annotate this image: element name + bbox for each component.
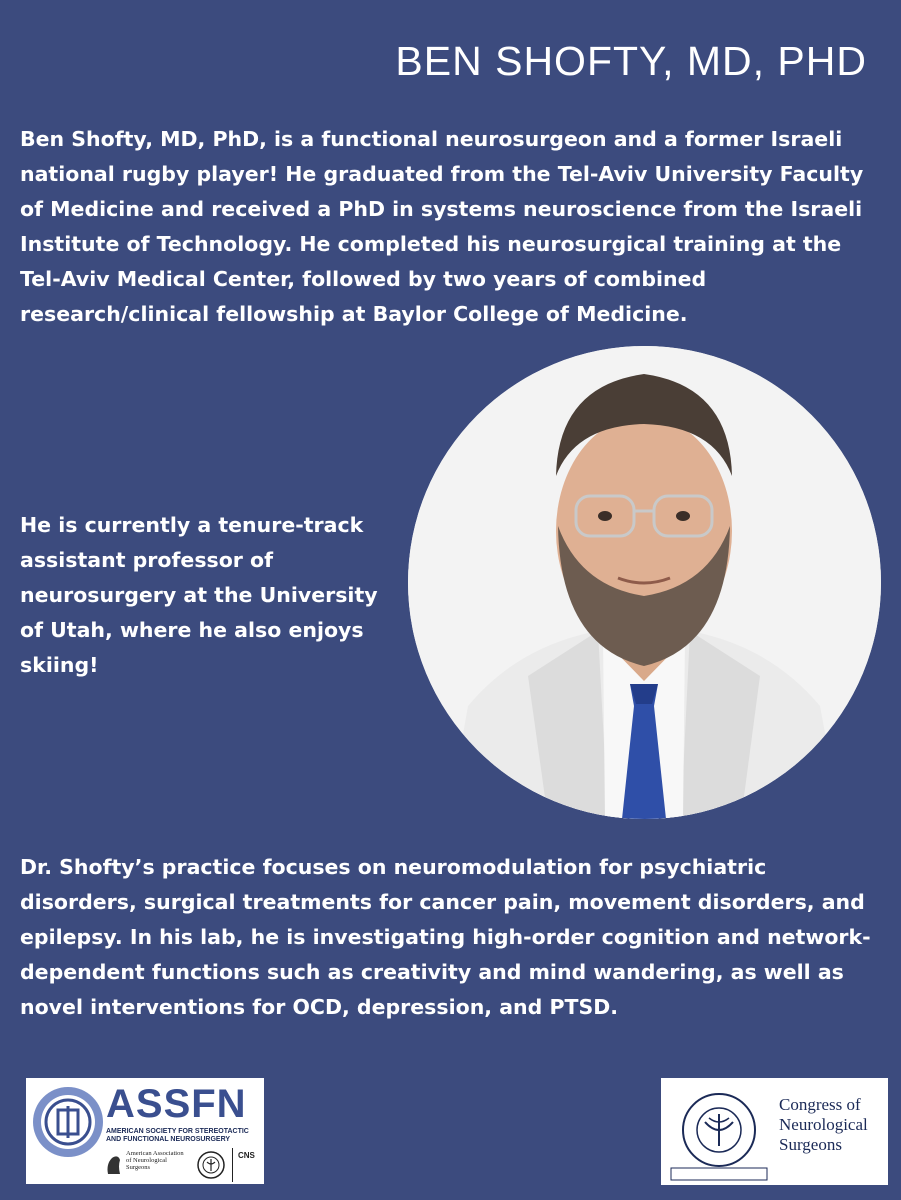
practice-paragraph: Dr. Shofty’s practice focuses on neuromodulation for psychiatric disorders, surgical treatments for cancer pain, movement disorders, and epilepsy. In his lab, he is investigating high-order cognition and network-dependent functions such as creativity and mind wandering, as well as novel interventions for OCD, depression, and PTSD. — [20, 855, 871, 1019]
cns-logo — [661, 1078, 888, 1185]
cns-seal-small-icon — [196, 1150, 226, 1180]
cns-small-label: CNS — [238, 1151, 255, 1160]
assfn-subtitle: AMERICAN SOCIETY FOR STEREOTACTIC AND FUNCTIONAL NEUROSURGERY — [106, 1128, 249, 1143]
assfn-wordmark: ASSFN — [106, 1082, 247, 1126]
assfn-emblem-icon — [30, 1084, 106, 1160]
aans-text: American Association of Neurological Surgeons — [126, 1150, 184, 1171]
page-title: BEN SHOFTY, MD, PHD — [395, 38, 867, 84]
aans-head-icon — [104, 1152, 124, 1176]
current-position-paragraph: He is currently a tenure-track assistant professor of neurosurgery at the University of Utah, where he also enjoys skiing! — [20, 513, 378, 677]
cns-seal-icon — [667, 1082, 771, 1182]
assfn-logo — [26, 1078, 264, 1184]
portrait-photo — [408, 346, 881, 819]
cns-name: Congress of Neurological Surgeons — [779, 1095, 868, 1154]
bio-intro-paragraph: Ben Shofty, MD, PhD, is a functional neurosurgeon and a former Israeli national rugby player! He graduated from the Tel-Aviv University Faculty of Medicine and received a PhD in systems neuroscience from the Israeli Institute of Technology. He completed his neurosurgical training at the Tel-Aviv Medical Center, followed by two years of combined research/clinical fellowship at Baylor College of Medicine. — [20, 127, 864, 326]
